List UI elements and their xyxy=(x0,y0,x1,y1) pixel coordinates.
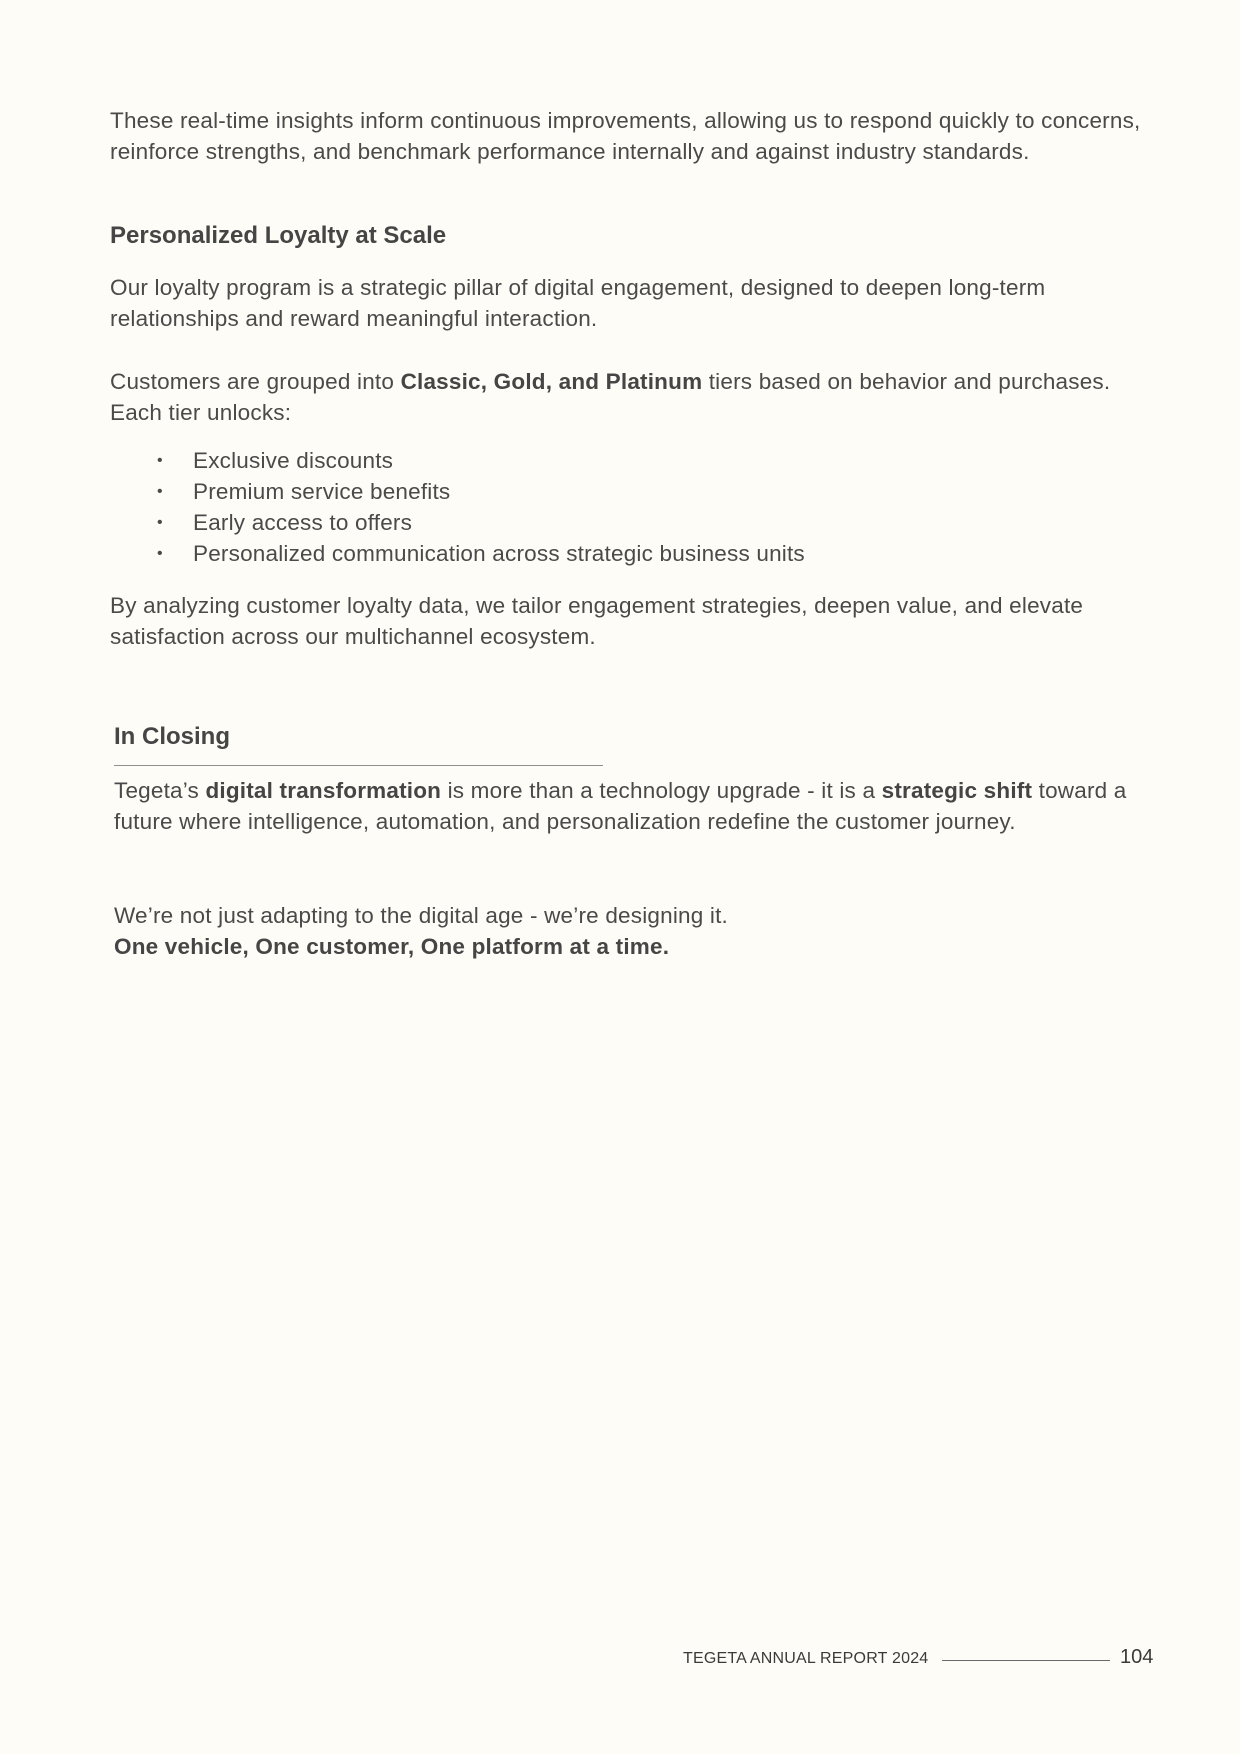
list-item-text: Exclusive discounts xyxy=(193,448,394,473)
list-item-text: Personalized communication across strategic business units xyxy=(193,541,805,566)
bullet-icon: • xyxy=(157,545,163,562)
closing-text-1: Tegeta’s xyxy=(114,778,206,803)
tier-names: Classic, Gold, and Platinum xyxy=(400,369,703,394)
list-item xyxy=(110,476,805,507)
closing-bold-1: digital transformation xyxy=(205,778,442,803)
list-item-text: Early access to offers xyxy=(193,510,413,535)
list-item xyxy=(110,445,805,476)
closing-heading: In Closing xyxy=(114,723,230,750)
loyalty-heading: Personalized Loyalty at Scale xyxy=(110,222,447,249)
list-item-text: Premium service benefits xyxy=(193,479,451,504)
loyalty-paragraph-2-text-end: tiers based on behavior and purchases. Each tier unlocks: xyxy=(110,369,1111,425)
loyalty-paragraph-3: By analyzing customer loyalty data, we tailor engagement strategies, deepen value, and elevate satisfaction across our multichannel ecosystem. xyxy=(110,593,1084,649)
closing-tagline: One vehicle, One customer, One platform at a time. xyxy=(114,934,670,959)
closing-text-2: is more than a technology upgrade - it is a xyxy=(441,778,882,803)
closing-text-3: toward a future where intelligence, automation, and personalization redefine the customer journey. xyxy=(114,778,1127,834)
heading-divider xyxy=(114,765,603,766)
list-item xyxy=(110,538,805,569)
bullet-icon: • xyxy=(157,514,163,531)
loyalty-paragraph-2 xyxy=(110,366,1160,428)
bullet-icon: • xyxy=(157,483,163,500)
loyalty-paragraph-2-text-start: Customers are grouped into xyxy=(110,369,401,394)
tier-benefits-list xyxy=(110,445,805,569)
page-number: 104 xyxy=(1120,1646,1154,1668)
closing-paragraph-2 xyxy=(114,900,1164,962)
loyalty-paragraph-1: Our loyalty program is a strategic pillar of digital engagement, designed to deepen long-term relationships and reward meaningful interaction. xyxy=(110,275,1046,331)
closing-line-1: We’re not just adapting to the digital age - we’re designing it. xyxy=(114,903,728,928)
footer-report-title: TEGETA ANNUAL REPORT 2024 xyxy=(683,1650,929,1667)
intro-paragraph: These real-time insights inform continuous improvements, allowing us to respond quickly to concerns, reinforce strengths, and benchmark performance internally and against industry standards. xyxy=(110,108,1141,164)
closing-paragraph-1 xyxy=(114,775,1160,837)
closing-bold-2: strategic shift xyxy=(881,778,1033,803)
bullet-icon: • xyxy=(157,452,163,469)
list-item xyxy=(110,507,805,538)
footer-divider xyxy=(942,1660,1110,1661)
